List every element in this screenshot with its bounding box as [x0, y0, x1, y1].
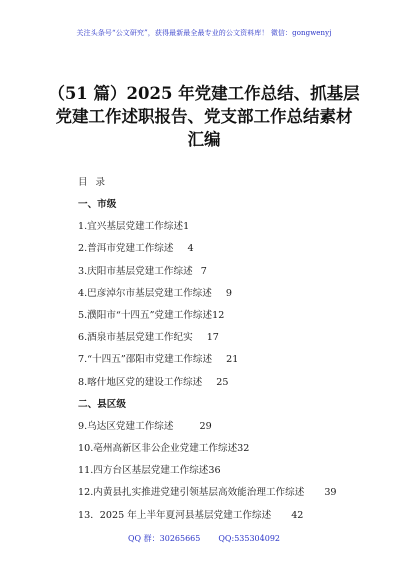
toc-entry	[78, 327, 388, 349]
toc-entry	[78, 238, 388, 260]
toc-entry-title: 10.亳州高新区非公企业党建工作综述	[78, 443, 238, 455]
toc-entry-title: 3.庆阳市基层党建工作综述	[78, 265, 193, 277]
footer-qq-group: QQ 群：30265665	[127, 534, 201, 543]
toc-entry-title: 12.内黄县扎实推进党建引领基层高效能治理工作综述	[78, 487, 305, 499]
toc-entry-page: 29	[199, 420, 212, 432]
toc-entry	[78, 216, 388, 238]
toc-entry-page: 21	[226, 354, 239, 366]
toc-entry	[78, 261, 388, 283]
toc-section-label: 一、市级	[78, 199, 117, 210]
toc-entry-page: 42	[291, 509, 304, 521]
table-of-contents	[78, 194, 388, 527]
toc-entry-title: 1.宜兴基层党建工作综述	[78, 221, 184, 233]
toc-entry-title: 9.乌达区党建工作综述	[78, 420, 174, 432]
footer-contact	[0, 533, 408, 544]
toc-entry	[78, 416, 388, 438]
toc-heading: 目录	[78, 177, 114, 188]
toc-entry-page: 12	[212, 309, 225, 321]
toc-entry	[78, 372, 388, 394]
footer-qq: QQ:535304092	[218, 534, 280, 543]
toc-entry	[78, 438, 388, 460]
toc-entry-page: 39	[324, 487, 337, 499]
toc-entry-page: 36	[208, 465, 221, 477]
toc-entry	[78, 505, 388, 527]
toc-entry-title: 6.酒泉市基层党建工作纪实	[78, 332, 193, 344]
toc-entry-title: 13．2025 年上半年夏河县基层党建工作综述	[78, 509, 272, 521]
toc-entry-page: 7	[200, 265, 207, 277]
toc-entry-title: 8.喀什地区党的建设工作综述	[78, 376, 203, 388]
toc-entry	[78, 283, 388, 305]
toc-entry-title: 7.“十四五”邵阳市党建工作综述	[78, 354, 213, 366]
toc-entry-title: 4.巴彦淖尔市基层党建工作综述	[78, 287, 212, 299]
toc-entry-page: 17	[206, 332, 219, 344]
document-title	[30, 82, 378, 151]
toc-entry	[78, 349, 388, 371]
toc-entry-page: 25	[216, 376, 229, 388]
title-line-1: （51 篇）2025 年党建工作总结、抓基层	[48, 84, 360, 103]
toc-entry	[78, 482, 388, 504]
toc-entry-page: 32	[237, 443, 250, 455]
toc-entry-title: 11.四方台区基层党建工作综述	[78, 465, 209, 477]
toc-entry	[78, 305, 388, 327]
toc-entry	[78, 460, 388, 482]
toc-entry-page: 4	[187, 243, 194, 255]
toc-entry-page: 1	[183, 221, 190, 233]
toc-entry-title: 2.普洱市党建工作综述	[78, 243, 174, 255]
toc-entry-title: 5.濮阳市“十四五”党建工作综述	[78, 309, 213, 321]
toc-section-city	[78, 194, 388, 216]
header-banner: 关注头条号“公文研究”，获得最新最全最专业的公文资料库！ 微信：gongwenyj	[76, 29, 332, 37]
toc-section-county	[78, 394, 388, 416]
toc-entry-page: 9	[225, 287, 232, 299]
title-line-2: 党建工作述职报告、党支部工作总结素材	[55, 107, 353, 126]
title-line-3: 汇编	[187, 130, 221, 149]
toc-section-label: 二、县区级	[78, 398, 126, 410]
